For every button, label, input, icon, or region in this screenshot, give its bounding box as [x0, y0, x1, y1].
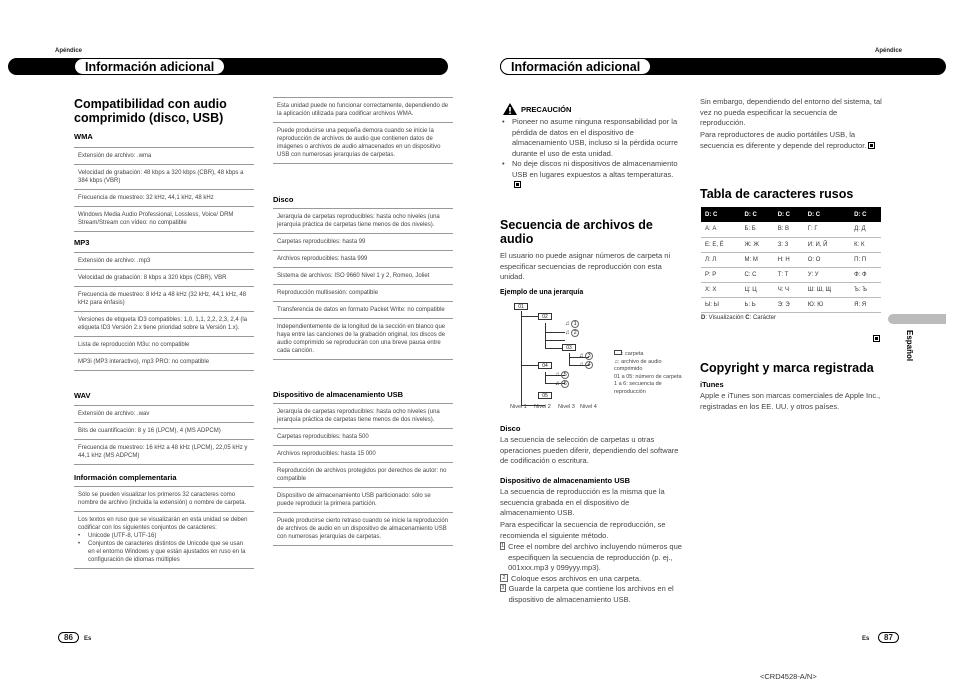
- table-cell: Ф: Ф: [850, 267, 881, 282]
- caution-title: PRECAUCIÓN: [521, 105, 572, 114]
- table-row: Sólo se pueden visualizar los primeros 32 caracteres como nombre de archivo (incluida la extensión) o nombre de carpeta.: [74, 486, 254, 511]
- table-row: [74, 511, 254, 569]
- seq-text: El usuario no puede asignar números de carpeta ni especificar secuencias de reproducción con esta unidad.: [500, 251, 671, 281]
- table-row: Esta unidad puede no funcionar correctamente, dependiendo de la aplicación utilizada para codificar archivos WMA.: [273, 97, 453, 122]
- table-row: [701, 252, 881, 267]
- table-row: Archivos reproducibles: hasta 15 000: [273, 445, 453, 462]
- col3-usb-heading: Dispositivo de almacenamiento USB: [500, 476, 631, 485]
- file-num: 4: [585, 361, 593, 369]
- wma-heading: WMA: [74, 132, 93, 141]
- table-cell: В: В: [774, 222, 804, 237]
- table-header: D: C: [804, 207, 850, 222]
- list-item: [500, 574, 682, 585]
- steps-list: [500, 542, 682, 605]
- table-row: Extensión de archivo: .wav: [74, 405, 254, 422]
- table-row: Reproducción de archivos protegidos por derechos de autor: no compatible: [273, 462, 453, 487]
- table-row: Versiones de etiqueta ID3 compatibles: 1,0, 1,1, 2,2, 2,3, 2,4 (la etiqueta ID3 Versión 2.x tiene prioridad sobre la Versión 1.x).: [74, 311, 254, 336]
- file-num: 3: [585, 352, 593, 360]
- folder-icon: 01: [514, 303, 528, 310]
- russian-char-table: [701, 207, 881, 313]
- appendix-label-right: Apéndice: [875, 48, 903, 54]
- table-cell: З: З: [774, 237, 804, 252]
- col3-usb-text2: Para especificar la secuencia de reproducción, se recomienda el siguiente método.: [500, 520, 666, 540]
- file-icon: ♫ 1: [565, 320, 582, 328]
- table-cell: Е: Е, Ё: [701, 237, 741, 252]
- table-row: Jerarquía de carpetas reproducibles: hasta ocho niveles (una jerarquía práctica de carpetas tiene menos de dos niveles).: [273, 403, 453, 428]
- table-cell: Ц: Ц: [741, 282, 774, 297]
- end-mark-icon: [868, 142, 875, 149]
- file-num: 6: [561, 380, 569, 388]
- col4-intro2: Para reproductores de audio portátiles USB, la secuencia es diferente y depende del reproductor.: [700, 130, 882, 151]
- step-number: 3: [501, 585, 505, 591]
- table-row: Velocidad de grabación: 8 kbps a 320 kbps (CBR), VBR: [74, 269, 254, 286]
- step-number: 2: [500, 574, 508, 582]
- col3-disco-heading: Disco: [500, 424, 521, 433]
- table-row: Sistema de archivos: ISO 9660 Nivel 1 y 2, Romeo, Joliet: [273, 267, 453, 284]
- table-row: [701, 297, 881, 312]
- table-cell: Л: Л: [701, 252, 741, 267]
- table-row: Windows Media Audio Professional, Lossless, Voice/ DRM Stream/Stream con vídeo: no compatible: [74, 206, 254, 232]
- table-cell: Ч: Ч: [774, 282, 804, 297]
- language-tab: [888, 314, 946, 324]
- seq-title: Secuencia de archivos de audio: [500, 218, 653, 246]
- section-title-left: Información adicional: [74, 58, 225, 75]
- usb-table: [273, 403, 453, 546]
- table-row: Extensión de archivo: .mp3: [74, 252, 254, 269]
- table-cell: Ш: Ш, Щ: [804, 282, 850, 297]
- extra-heading: Información complementaria: [74, 473, 177, 482]
- file-icon: ♫ 6: [555, 380, 572, 388]
- step-text: Coloque esos archivos en una carpeta.: [511, 573, 642, 583]
- level-label: Nivel 4: [580, 404, 597, 410]
- table-row: Carpetas reproducibles: hasta 99: [273, 233, 453, 250]
- col2-top-table: [273, 97, 453, 164]
- folder-icon: 02: [538, 313, 552, 320]
- disco-table: [273, 208, 453, 360]
- table-cell: Х: Х: [701, 282, 741, 297]
- file-num: 2: [571, 329, 579, 337]
- page-number-left: 86: [58, 632, 79, 643]
- list-item: [500, 584, 682, 605]
- list-item: • Pioneer no asume ninguna responsabilidad por la pérdida de datos en el dispositivo de almacenamiento USB, incluso si la pérdida ocurre durante el uso de esta unidad.: [502, 117, 682, 159]
- file-num: 5: [561, 371, 569, 379]
- step-text: Guarde la carpeta que contiene los archivos en el dispositivo de almacenamiento USB.: [508, 584, 674, 604]
- extra-table: [74, 486, 254, 569]
- list-item: [502, 159, 682, 191]
- lang-left: Es: [84, 636, 92, 642]
- caution-item-text: No deje discos ni dispositivos de almacenamiento USB en lugares expuestos a altas temperaturas.: [512, 159, 678, 179]
- table-header: D: C: [774, 207, 804, 222]
- table-cell: Ь: Ь: [741, 297, 774, 312]
- document-code: <CRD4528-A/N>: [760, 672, 817, 681]
- section-title-right: Información adicional: [500, 58, 651, 75]
- hierarchy-diagram: [510, 300, 690, 420]
- table-cell: А: А: [701, 222, 741, 237]
- table-cell: Н: Н: [774, 252, 804, 267]
- table-row: Extensión de archivo: .wma: [74, 147, 254, 164]
- step-number: 1: [501, 543, 505, 549]
- folder-icon: 04: [538, 362, 552, 369]
- list-item: • Unicode (UTF-8, UTF-16): [78, 532, 250, 540]
- legend-folder-num: 01 a 05: número de carpeta: [614, 373, 682, 380]
- table-row: [701, 237, 881, 252]
- table-header: D: C: [701, 207, 741, 222]
- folder-icon: 03: [562, 344, 576, 351]
- table-cell: М: М: [741, 252, 774, 267]
- table-cell: Б: Б: [741, 222, 774, 237]
- table-row: Frecuencia de muestreo: 8 kHz a 48 kHz (32 kHz, 44,1 kHz, 48 kHz para énfasis): [74, 286, 254, 311]
- folder-icon: 05: [538, 392, 552, 399]
- table-row: MP3i (MP3 interactivo), mp3 PRO: no compatible: [74, 353, 254, 371]
- disco-heading: Disco: [273, 195, 294, 204]
- table-row: Lista de reproducción M3u: no compatible: [74, 336, 254, 353]
- legend-folder: : carpeta: [614, 350, 684, 359]
- table-row: Dispositivo de almacenamiento USB particionado: sólo se puede reproducir la primera partición.: [273, 487, 453, 512]
- table-header: D: C: [850, 207, 881, 222]
- itunes-text: Apple e iTunes son marcas comerciales de Apple Inc., registradas en los EE. UU. y otros países.: [700, 391, 881, 411]
- list-item: [500, 542, 682, 574]
- file-icon: ♫ 5: [555, 371, 572, 379]
- table-cell: Ъ: Ъ: [850, 282, 881, 297]
- table-row: Puede producirse una pequeña demora cuando se inicie la reproducción de archivos de audio que contienen datos de imágenes o archivos de audio almacenados en un dispositivo USB con numerosas jerarquías de carpetas.: [273, 122, 453, 164]
- legend-file: ♫: archivo de audio comprimido: [614, 358, 662, 372]
- file-icon: ♫ 4: [579, 361, 596, 369]
- language-tab-label: Español: [905, 330, 914, 362]
- table-row: Puede producirse cierto retraso cuando se inicie la reproducción de archivos de audio en un dispositivo de almacenamiento USB con numerosas jerarquías de carpetas.: [273, 512, 453, 546]
- wma-table: [74, 147, 254, 232]
- table-cell: Э: Э: [774, 297, 804, 312]
- table-row: Frecuencia de muestreo: 32 kHz, 44,1 kHz, 48 kHz: [74, 189, 254, 206]
- copyright-title: Copyright y marca registrada: [700, 361, 874, 375]
- file-icon: ♫ 3: [579, 352, 596, 360]
- wav-heading: WAV: [74, 391, 91, 400]
- ru-title: Tabla de caracteres rusos: [700, 187, 854, 201]
- file-num: 1: [571, 320, 579, 328]
- end-mark-icon: [514, 181, 521, 188]
- table-cell: Я: Я: [850, 297, 881, 312]
- level-label: Nivel 2: [534, 404, 551, 410]
- end-mark-icon: [873, 335, 880, 342]
- table-cell: Т: Т: [774, 267, 804, 282]
- legend-file-num: 1 a 6: secuencia de reproducción: [614, 381, 662, 395]
- table-row: [701, 222, 881, 237]
- table-row: [701, 282, 881, 297]
- diagram-legend: [614, 350, 684, 396]
- step-text: Cree el nombre del archivo incluyendo números que especifiquen la secuencia de reproducción (p. ej., 001xxx.mp3 y 099yyy.mp3).: [508, 542, 682, 572]
- table-cell: С: С: [741, 267, 774, 282]
- table-cell: П: П: [850, 252, 881, 267]
- extra-intro: Los textos en ruso que se visualizarán en esta unidad se deben codificar con los siguientes conjuntos de caracteres:: [78, 517, 248, 531]
- table-cell: О: О: [804, 252, 850, 267]
- table-row: Transferencia de datos en formato Packet Write: no compatible: [273, 301, 453, 318]
- lang-right: Es: [862, 636, 870, 642]
- table-cell: Ю: Ю: [804, 297, 850, 312]
- table-row: Carpetas reproducibles: hasta 500: [273, 428, 453, 445]
- table-row: Archivos reproducibles: hasta 999: [273, 250, 453, 267]
- table-row: Independientemente de la longitud de la sección en blanco que haya entre las canciones de la grabación original, los discos de audio comprimido se reproducirán con una breve pausa entre cada canción.: [273, 318, 453, 360]
- level-label: Nivel 1: [510, 404, 527, 410]
- table-cell: У: У: [804, 267, 850, 282]
- table-cell: Ы: Ы: [701, 297, 741, 312]
- list-item: • Conjuntos de caracteres distintos de Unicode que se usan en el entorno Windows y que están ajustados en ruso en la configuración de idiomas múltiples: [78, 540, 250, 564]
- level-label: Nivel 3: [558, 404, 575, 410]
- itunes-heading: iTunes: [700, 380, 724, 389]
- table-row: Jerarquía de carpetas reproducibles: hasta ocho niveles (una jerarquía práctica de carpetas tiene menos de dos niveles).: [273, 208, 453, 233]
- col3-usb-text1: La secuencia de reproducción es la misma que la secuencia grabada en el dispositivo de almacenamiento USB.: [500, 487, 665, 517]
- col4-intro: Sin embargo, dependiendo del entorno del sistema, tal vez no pueda especificar la secuencia de reproducción.: [700, 97, 882, 127]
- compat-title: Compatibilidad con audio comprimido (disco, USB): [74, 97, 227, 125]
- table-cell: К: К: [850, 237, 881, 252]
- table-cell: Д: Д: [850, 222, 881, 237]
- wav-table: [74, 405, 254, 465]
- ru-table-body: [701, 222, 881, 312]
- warning-icon: [502, 102, 518, 116]
- table-cell: И: И, Й: [804, 237, 850, 252]
- usb-heading: Dispositivo de almacenamiento USB: [273, 390, 404, 399]
- caution-list: [502, 117, 682, 191]
- table-row: [701, 267, 881, 282]
- appendix-label-left: Apéndice: [55, 48, 83, 54]
- table-row: Reproducción multisesión: compatible: [273, 284, 453, 301]
- ru-legend: D: Visualización C: Carácter: [701, 315, 776, 321]
- table-cell: Р: Р: [701, 267, 741, 282]
- mp3-heading: MP3: [74, 238, 90, 247]
- table-row: Velocidad de grabación: 48 kbps a 320 kbps (CBR), 48 kbps a 384 kbps (VBR): [74, 164, 254, 189]
- table-cell: Г: Г: [804, 222, 850, 237]
- table-cell: Ж: Ж: [741, 237, 774, 252]
- file-icon: ♫ 2: [565, 329, 582, 337]
- page-number-right: 87: [878, 632, 899, 643]
- col3-disco-text: La secuencia de selección de carpetas u otras operaciones pueden diferir, dependiendo del software de codificación o escritura.: [500, 435, 679, 465]
- mp3-table: [74, 252, 254, 371]
- table-row: Bits de cuantificación: 8 y 16 (LPCM), 4 (MS ADPCM): [74, 422, 254, 439]
- tree-line: [545, 323, 565, 341]
- table-row: Frecuencia de muestreo: 16 kHz a 48 kHz (LPCM), 22,05 kHz y 44,1 kHz (MS ADPCM): [74, 439, 254, 465]
- example-heading: Ejemplo de una jerarquía: [500, 289, 584, 296]
- table-header: D: C: [741, 207, 774, 222]
